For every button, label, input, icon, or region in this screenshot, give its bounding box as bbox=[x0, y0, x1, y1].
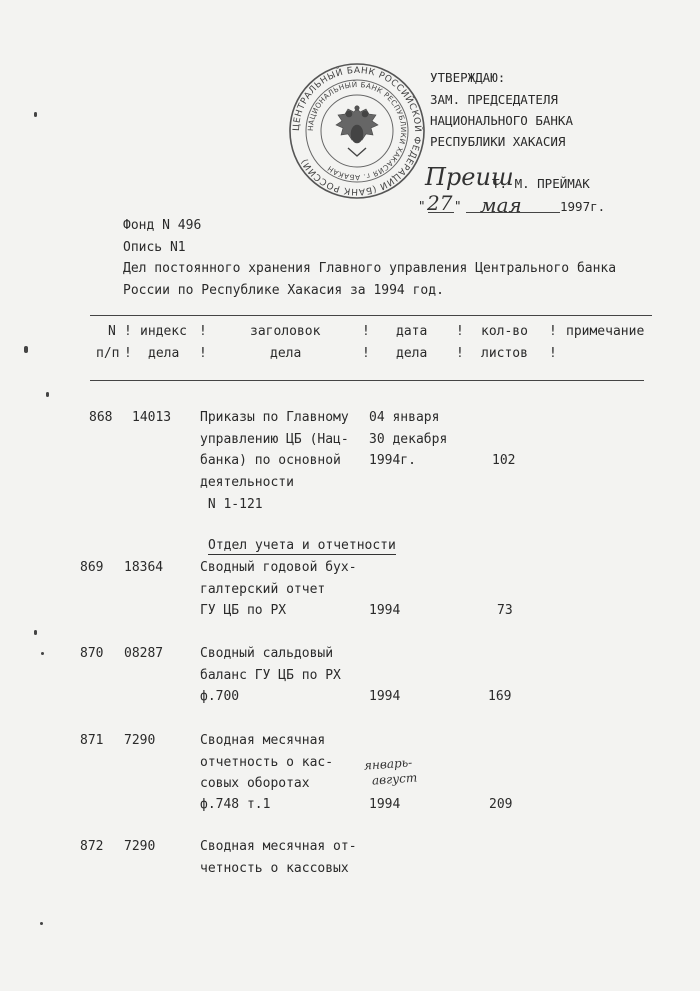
col-sep: ! bbox=[362, 324, 370, 339]
row-868-title-1: Приказы по Главному bbox=[200, 410, 349, 425]
row-871-date-handwritten-2: август bbox=[371, 770, 418, 788]
row-869-date: 1994 bbox=[369, 603, 401, 618]
row-869-num: 869 bbox=[80, 560, 104, 575]
col-sep: ! bbox=[549, 324, 557, 339]
date-day: 27 bbox=[427, 191, 453, 215]
row-869-count: 73 bbox=[497, 603, 513, 618]
row-870-num: 870 bbox=[80, 646, 104, 661]
document-title-line-1: Дел постоянного хранения Главного управления Центрального банка bbox=[123, 261, 617, 276]
scan-speck bbox=[24, 346, 28, 353]
row-872-index: 7290 bbox=[124, 839, 156, 854]
row-868-title-4: деятельности bbox=[200, 475, 294, 490]
section-header: Отдел учета и отчетности bbox=[208, 538, 396, 553]
opis-number: Опись N1 bbox=[123, 240, 186, 255]
col-note-header: примечание bbox=[566, 324, 645, 339]
table-top-rule bbox=[90, 315, 652, 316]
scan-speck bbox=[34, 112, 37, 117]
col-title-header: заголовок bbox=[250, 324, 321, 339]
row-870-title-2: баланс ГУ ЦБ по РХ bbox=[200, 668, 341, 683]
col-date-header-2: дела bbox=[396, 346, 428, 361]
col-sep: ! bbox=[362, 346, 370, 361]
row-870-index: 08287 bbox=[124, 646, 164, 661]
col-sep: ! bbox=[549, 346, 557, 361]
scan-speck bbox=[40, 922, 43, 925]
row-871-date: 1994 bbox=[369, 797, 401, 812]
date-quote-open: " bbox=[418, 198, 426, 213]
col-index-header-2: дела bbox=[148, 346, 180, 361]
row-868-index: 14013 bbox=[132, 410, 172, 425]
eagle-emblem-icon bbox=[336, 106, 378, 156]
row-868-title-5: N 1-121 bbox=[200, 497, 263, 512]
signature: Преиш bbox=[425, 163, 514, 191]
table-header-rule bbox=[90, 380, 644, 381]
scan-speck bbox=[41, 652, 44, 655]
row-869-title-1: Сводный годовой бух- bbox=[200, 560, 357, 575]
row-872-title-1: Сводная месячная от- bbox=[200, 839, 357, 854]
row-871-title-3: совых оборотах bbox=[200, 776, 310, 791]
row-868-date-2: 30 декабря bbox=[369, 432, 448, 447]
approval-line-2: ЗАМ. ПРЕДСЕДАТЕЛЯ bbox=[430, 92, 558, 107]
row-869-index: 18364 bbox=[124, 560, 164, 575]
scan-speck bbox=[34, 630, 37, 635]
col-title-header-2: дела bbox=[270, 346, 302, 361]
row-870-title-3: ф.700 bbox=[200, 689, 240, 704]
col-index-header: индекс bbox=[140, 324, 187, 339]
approval-line-3: НАЦИОНАЛЬНОГО БАНКА bbox=[430, 113, 573, 128]
col-sep: ! bbox=[456, 324, 464, 339]
row-871-count: 209 bbox=[489, 797, 513, 812]
seal-outer-text: ЦЕНТРАЛЬНЫЙ БАНК РОССИЙСКОЙ ФЕДЕРАЦИИ (БАНК РОССИИ) bbox=[291, 65, 423, 197]
row-871-title-2: отчетность о кас- bbox=[200, 755, 334, 770]
document-title-line-2: России по Республике Хакасия за 1994 год. bbox=[123, 283, 444, 298]
row-868-num: 868 bbox=[89, 410, 113, 425]
row-872-num: 872 bbox=[80, 839, 104, 854]
col-sep: ! bbox=[456, 346, 464, 361]
bank-seal bbox=[288, 62, 426, 200]
row-871-title-4: ф.748 т.1 bbox=[200, 797, 271, 812]
col-num-header: N bbox=[108, 324, 116, 339]
row-870-date: 1994 bbox=[369, 689, 401, 704]
col-sep: ! bbox=[199, 324, 207, 339]
col-sep: ! bbox=[199, 346, 207, 361]
row-871-date-handwritten-1: январь- bbox=[363, 755, 413, 773]
approval-line-4: РЕСПУБЛИКИ ХАКАСИЯ bbox=[430, 134, 566, 149]
date-month: мая bbox=[480, 193, 522, 217]
row-871-num: 871 bbox=[80, 733, 104, 748]
row-868-count: 102 bbox=[492, 453, 516, 468]
row-871-index: 7290 bbox=[124, 733, 156, 748]
col-num-header-2: п/п bbox=[96, 346, 120, 361]
row-868-title-3: банка) по основной bbox=[200, 453, 341, 468]
approval-line-1: УТВЕРЖДАЮ: bbox=[430, 70, 506, 85]
row-870-title-1: Сводный сальдовый bbox=[200, 646, 334, 661]
date-year: 1997г. bbox=[560, 199, 606, 214]
signer-name: Т. М. ПРЕЙМАК bbox=[492, 176, 590, 191]
row-868-date-3: 1994г. bbox=[369, 453, 416, 468]
date-quote-close: " bbox=[454, 198, 462, 213]
col-date-header: дата bbox=[396, 324, 428, 339]
fond-number: Фонд N 496 bbox=[123, 218, 202, 233]
col-count-header: кол-во bbox=[481, 324, 528, 339]
row-869-title-2: галтерский отчет bbox=[200, 582, 326, 597]
row-869-title-3: ГУ ЦБ по РХ bbox=[200, 603, 287, 618]
col-sep: ! bbox=[124, 324, 132, 339]
row-870-count: 169 bbox=[488, 689, 512, 704]
row-871-title-1: Сводная месячная bbox=[200, 733, 326, 748]
scan-speck bbox=[46, 392, 49, 397]
col-sep: ! bbox=[124, 346, 132, 361]
row-868-date-1: 04 января bbox=[369, 410, 440, 425]
row-868-title-2: управлению ЦБ (Нац- bbox=[200, 432, 349, 447]
seal-inner-text: НАЦИОНАЛЬНЫЙ БАНК РЕСПУБЛИКИ ХАКАСИЯ г. АБАКАН bbox=[305, 79, 409, 183]
col-count-header-2: листов bbox=[481, 346, 528, 361]
row-872-title-2: четность о кассовых bbox=[200, 861, 349, 876]
